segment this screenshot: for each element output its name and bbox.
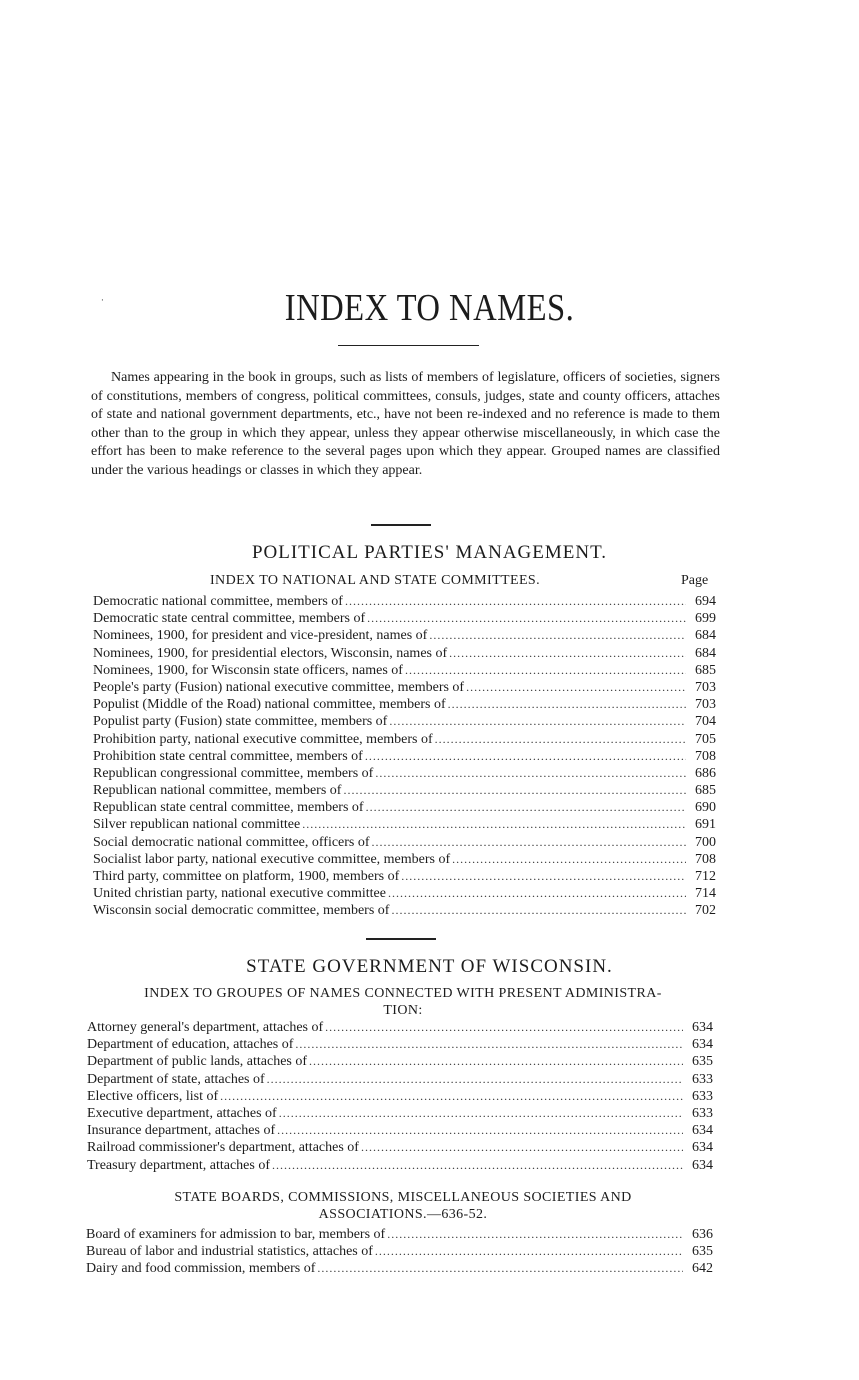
section-divider [366, 938, 436, 940]
boards-heading: STATE BOARDS, COMMISSIONS, MISCELLANEOUS SOCIETIES AND [174, 1190, 632, 1205]
page-column-label: Page [681, 573, 709, 588]
list-item: Railroad commissioner's department, attaches of ..... 634 [87, 1140, 713, 1157]
list-item: Nominees, 1900, for presidential electors, Wisconsin, names of ..... 684 [93, 646, 716, 663]
intro-paragraph: Names appearing in the book in groups, such as lists of members of legislature, officers of societies, signers of constitutions, members of congress, political committees, consuls, judges, state and county officers, attaches of state and national government departments, etc., have not been re-indexed and no reference is made to them other than to the group in which they appear, unless they appear otherwise miscellaneously, in which case the effort has been to make reference to the several pages upon which they appear. Grouped names are classified under the various headings or classes in which they appear. [91, 370, 720, 478]
list-item: Prohibition state central committee, members of ..... 708 [93, 749, 716, 766]
list-item: Republican national committee, members of ..... 685 [93, 783, 716, 800]
list-item: Department of education, attaches of ..... 634 [87, 1037, 713, 1054]
list-item: Democratic national committee, members of ..... 694 [93, 594, 716, 611]
list-item: Attorney general's department, attaches of ..... 634 [87, 1020, 713, 1037]
state-subheading: INDEX TO GROUPES OF NAMES CONNECTED WITH PRESENT ADMINISTRA- [144, 986, 662, 1001]
list-item: Elective officers, list of ..... 633 [87, 1089, 713, 1106]
list-item: Republican congressional committee, members of ..... 686 [93, 766, 716, 783]
state-subheading-continued: TION: [383, 1003, 423, 1018]
list-item: Department of state, attaches of ..... 633 [87, 1072, 713, 1089]
list-item: Populist (Middle of the Road) national committee, members of ..... 703 [93, 697, 716, 714]
list-item: Nominees, 1900, for Wisconsin state officers, names of ..... 685 [93, 663, 716, 680]
list-item: Insurance department, attaches of ..... 634 [87, 1123, 713, 1140]
list-item: Board of examiners for admission to bar, members of ..... 636 [86, 1227, 713, 1244]
list-item: Democratic state central committee, members of ..... 699 [93, 611, 716, 628]
list-item: People's party (Fusion) national executive committee, members of ..... 703 [93, 680, 716, 697]
list-item: Third party, committee on platform, 1900, members of ..... 712 [93, 869, 716, 886]
list-item: Bureau of labor and industrial statistics, attaches of ..... 635 [86, 1244, 713, 1261]
title-rule [338, 345, 479, 346]
boards-heading-continued: ASSOCIATIONS.—636-52. [318, 1207, 488, 1222]
boards-list [86, 1227, 713, 1279]
section-divider [371, 524, 431, 526]
list-item: Republican state central committee, members of ..... 690 [93, 800, 716, 817]
list-item: Social democratic national committee, officers of ..... 700 [93, 835, 716, 852]
list-item: Socialist labor party, national executive committee, members of ..... 708 [93, 852, 716, 869]
list-item: Executive department, attaches of ..... 633 [87, 1106, 713, 1123]
list-item: Silver republican national committee ..... 691 [93, 817, 716, 834]
list-item: Dairy and food commission, members of ..... 642 [86, 1261, 713, 1278]
list-item: Department of public lands, attaches of ..... 635 [87, 1054, 713, 1071]
committees-list [93, 594, 716, 921]
list-item: Wisconsin social democratic committee, members of ..... 702 [93, 903, 716, 920]
state-heading: STATE GOVERNMENT OF WISCONSIN. [246, 956, 613, 977]
committees-subheading: INDEX TO NATIONAL AND STATE COMMITTEES. [210, 573, 540, 588]
administration-list [87, 1020, 713, 1175]
list-item: United christian party, national executive committee ..... 714 [93, 886, 716, 903]
page-title: INDEX TO NAMES. [284, 287, 575, 329]
list-item: Populist party (Fusion) state committee, members of ..... 704 [93, 714, 716, 731]
list-item: Nominees, 1900, for president and vice-president, names of ..... 684 [93, 628, 716, 645]
list-item: Treasury department, attaches of ..... 634 [87, 1158, 713, 1175]
list-item: Prohibition party, national executive committee, members of ..... 705 [93, 732, 716, 749]
stray-mark: · [101, 296, 104, 306]
political-heading: POLITICAL PARTIES' MANAGEMENT. [251, 542, 608, 563]
